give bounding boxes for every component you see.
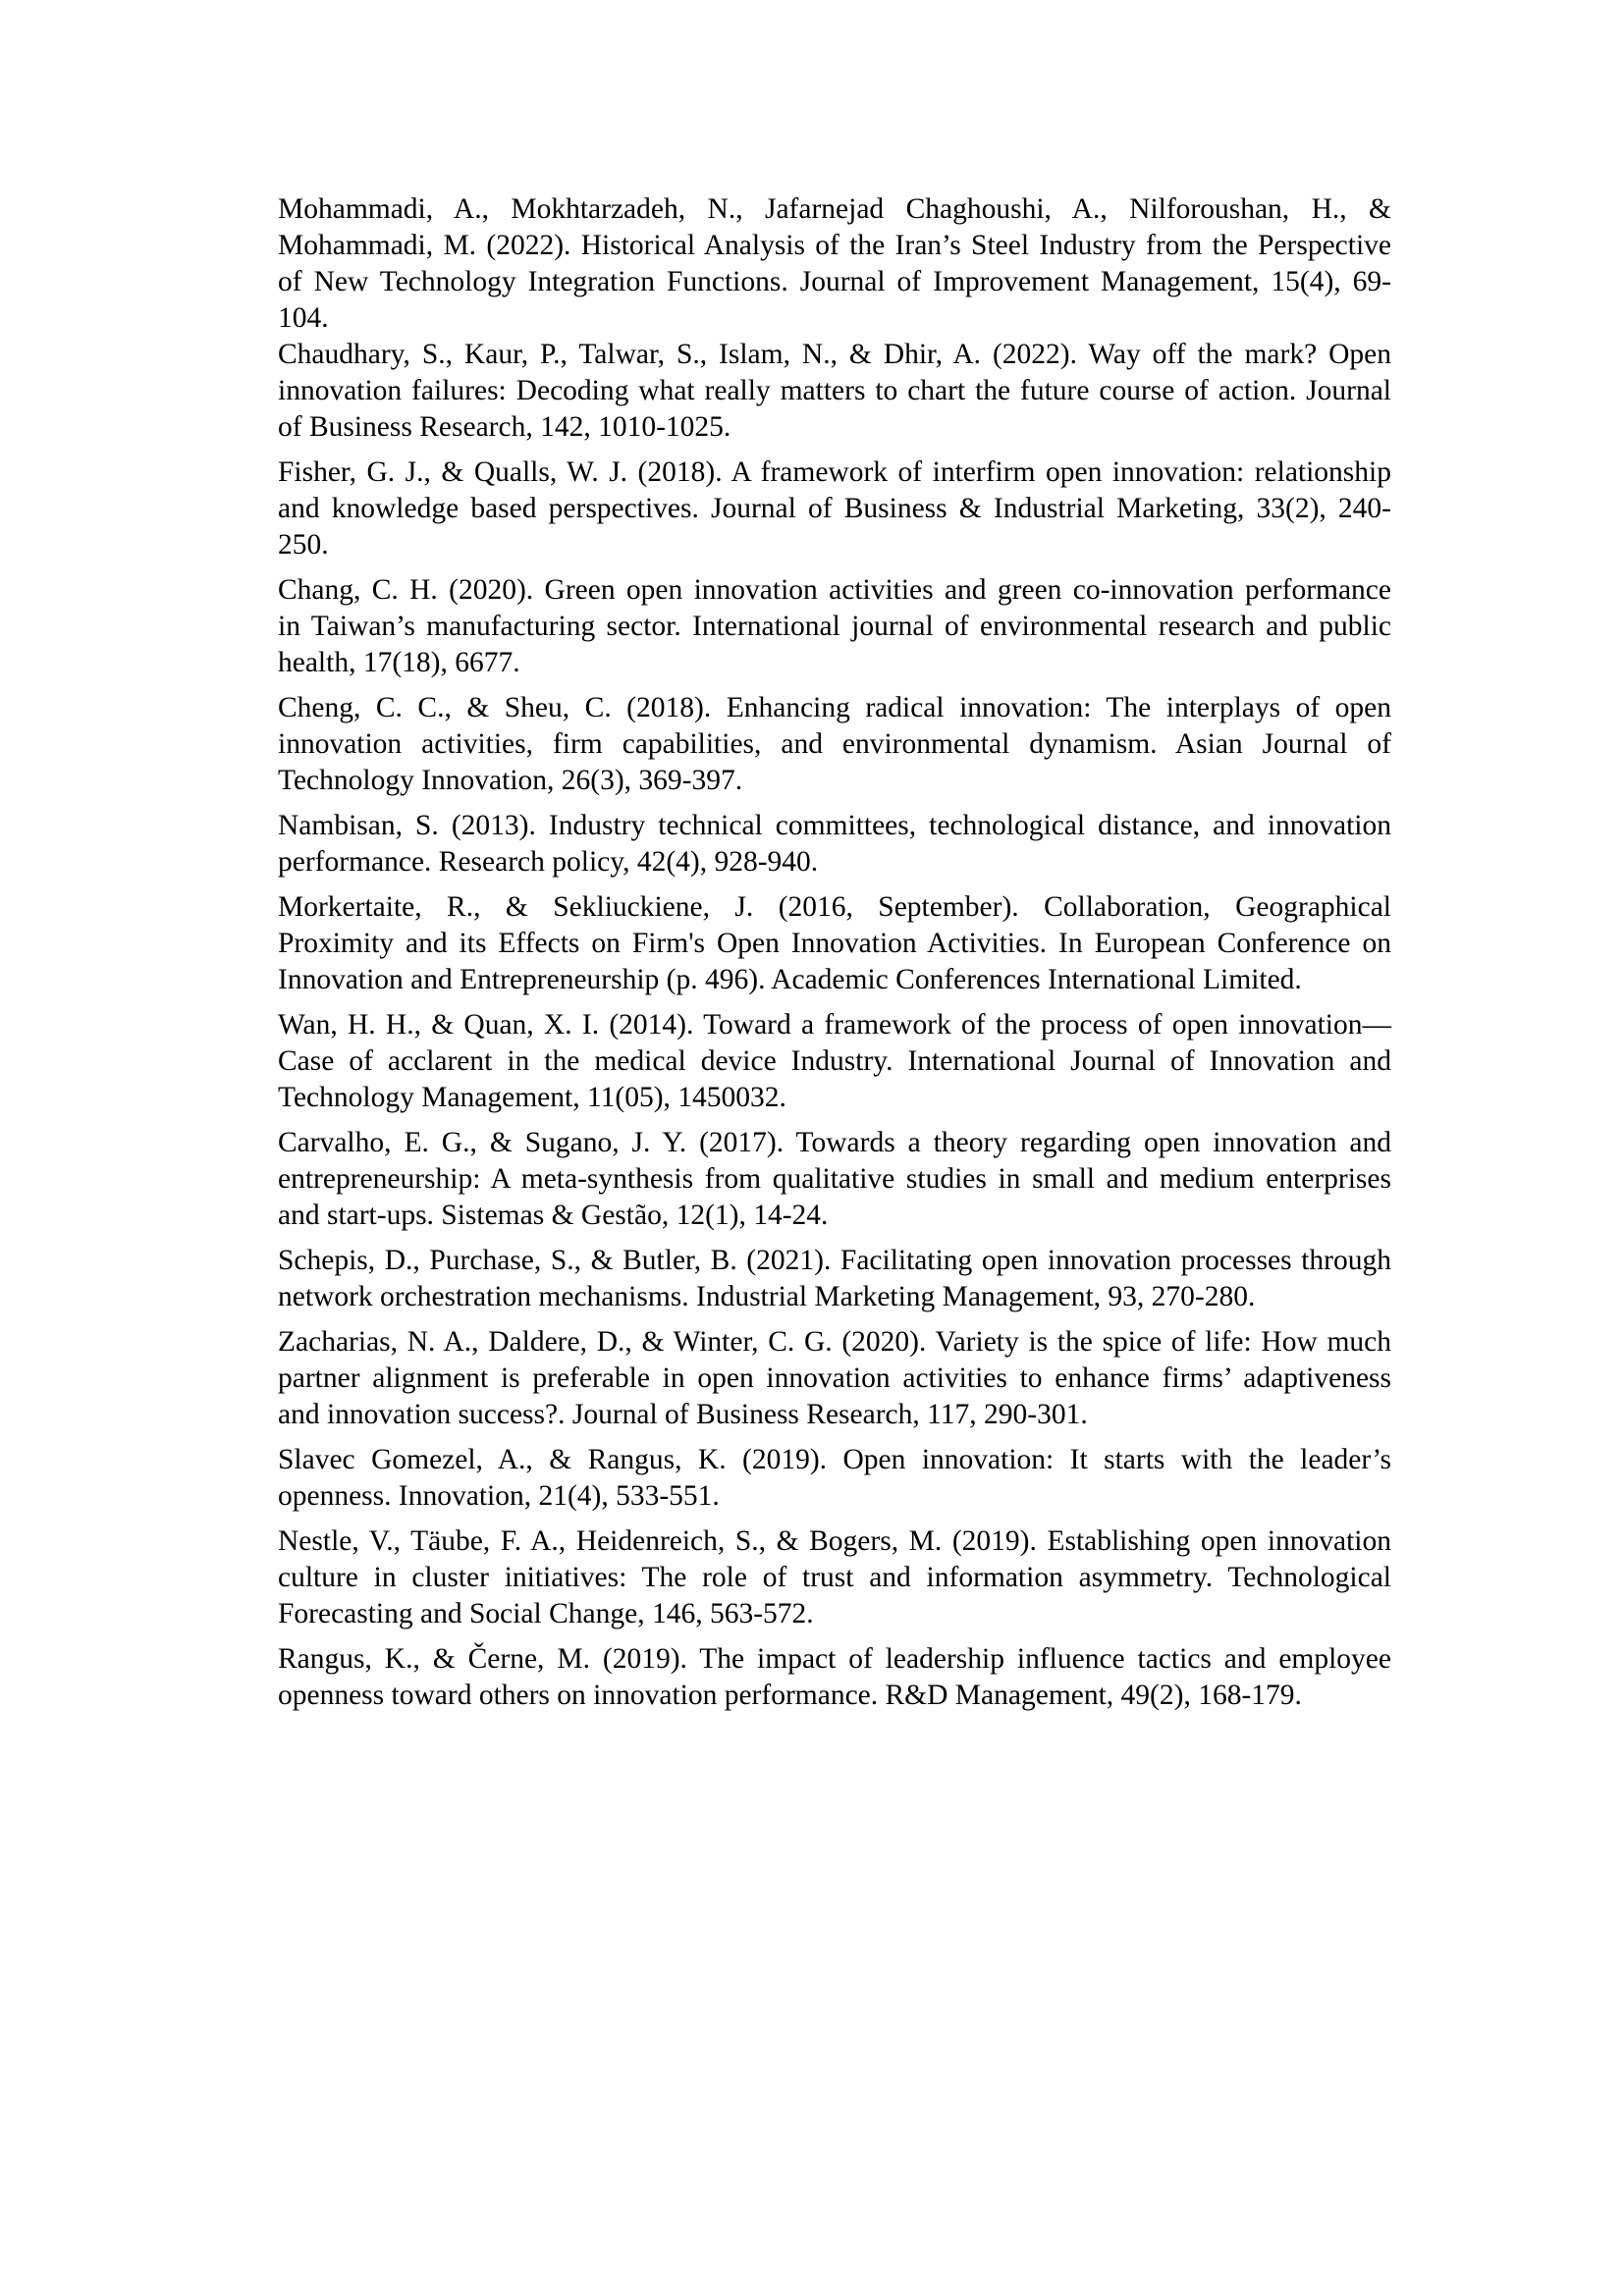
reference-line: Mohammadi, M. (2022). Historical Analysis of the Iran’s Steel Industry from the Perspective	[278, 230, 1391, 261]
reference-line: performance. Research policy, 42(4), 928-940.	[278, 846, 819, 878]
reference-line: Slavec Gomezel, A., & Rangus, K. (2019). Open innovation: It starts with the leader’s	[278, 1444, 1391, 1475]
reference-line: and innovation success?. Journal of Business Research, 117, 290-301.	[278, 1399, 1088, 1430]
reference-entry	[278, 1523, 1391, 1632]
reference-line: Morkertaite, R., & Sekliuckiene, J. (2016, September). Collaboration, Geographical	[278, 891, 1391, 923]
reference-list	[278, 191, 1391, 1723]
reference-line: openness. Innovation, 21(4), 533-551.	[278, 1480, 720, 1512]
reference-line: Chaudhary, S., Kaur, P., Talwar, S., Islam, N., & Dhir, A. (2022). Way off the mark? Open	[278, 339, 1391, 370]
reference-entry	[278, 1243, 1391, 1315]
reference-entry	[278, 1324, 1391, 1433]
reference-line: Forecasting and Social Change, 146, 563-572.	[278, 1598, 814, 1629]
reference-line: entrepreneurship: A meta-synthesis from qualitative studies in small and medium enterprises	[278, 1163, 1391, 1195]
reference-line: Case of acclarent in the medical device Industry. International Journal of Innovation and	[278, 1045, 1391, 1077]
reference-entry	[278, 690, 1391, 799]
reference-line: Innovation and Entrepreneurship (p. 496). Academic Conferences International Limited.	[278, 964, 1302, 995]
reference-line: Cheng, C. C., & Sheu, C. (2018). Enhancing radical innovation: The interplays of open	[278, 692, 1391, 723]
reference-entry	[278, 191, 1391, 337]
reference-line: Nambisan, S. (2013). Industry technical committees, technological distance, and innovation	[278, 810, 1391, 841]
reference-entry	[278, 889, 1391, 998]
reference-line: innovation activities, firm capabilities, and environmental dynamism. Asian Journal of	[278, 728, 1391, 760]
reference-entry	[278, 337, 1391, 446]
reference-line: Chang, C. H. (2020). Green open innovation activities and green co-innovation performance	[278, 574, 1391, 606]
reference-line: Technology Innovation, 26(3), 369-397.	[278, 765, 743, 796]
reference-line: of New Technology Integration Functions. Journal of Improvement Management, 15(4), 69-	[278, 266, 1391, 297]
reference-line: Carvalho, E. G., & Sugano, J. Y. (2017). Towards a theory regarding open innovation and	[278, 1127, 1391, 1158]
reference-entry	[278, 1125, 1391, 1234]
reference-line: and start-ups. Sistemas & Gestão, 12(1), 14-24.	[278, 1200, 829, 1231]
reference-line: 250.	[278, 529, 329, 561]
reference-entry	[278, 454, 1391, 563]
reference-line: openness toward others on innovation performance. R&D Management, 49(2), 168-179.	[278, 1680, 1302, 1711]
reference-line: Zacharias, N. A., Daldere, D., & Winter, C. G. (2020). Variety is the spice of life: How much	[278, 1326, 1391, 1358]
reference-entry	[278, 1442, 1391, 1515]
reference-line: Nestle, V., Täube, F. A., Heidenreich, S., & Bogers, M. (2019). Establishing open innovation	[278, 1525, 1391, 1557]
reference-line: culture in cluster initiatives: The role of trust and information asymmetry. Technological	[278, 1562, 1391, 1593]
reference-line: Technology Management, 11(05), 1450032.	[278, 1082, 786, 1113]
reference-line: Schepis, D., Purchase, S., & Butler, B. (2021). Facilitating open innovation processes through	[278, 1245, 1391, 1276]
reference-line: and knowledge based perspectives. Journal of Business & Industrial Marketing, 33(2), 240-	[278, 493, 1391, 524]
reference-line: network orchestration mechanisms. Industrial Marketing Management, 93, 270-280.	[278, 1281, 1256, 1312]
reference-entry	[278, 1641, 1391, 1714]
reference-line: health, 17(18), 6677.	[278, 647, 520, 678]
reference-line: Rangus, K., & Černe, M. (2019). The impact of leadership influence tactics and employee	[278, 1643, 1391, 1675]
reference-line: in Taiwan’s manufacturing sector. International journal of environmental research and public	[278, 611, 1391, 642]
reference-line: innovation failures: Decoding what really matters to chart the future course of action. Journal	[278, 375, 1391, 406]
reference-entry	[278, 572, 1391, 681]
reference-line: Mohammadi, A., Mokhtarzadeh, N., Jafarnejad Chaghoushi, A., Nilforoushan, H., &	[278, 193, 1391, 225]
reference-line: Fisher, G. J., & Qualls, W. J. (2018). A framework of interfirm open innovation: relationship	[278, 456, 1391, 488]
reference-entry	[278, 808, 1391, 881]
reference-line: Proximity and its Effects on Firm's Open Innovation Activities. In European Conference on	[278, 928, 1391, 959]
reference-entry	[278, 1007, 1391, 1116]
reference-line: partner alignment is preferable in open innovation activities to enhance firms’ adaptiveness	[278, 1362, 1391, 1394]
reference-line: 104.	[278, 302, 329, 334]
reference-line: Wan, H. H., & Quan, X. I. (2014). Toward a framework of the process of open innovation—	[278, 1009, 1391, 1041]
reference-line: of Business Research, 142, 1010-1025.	[278, 411, 731, 443]
